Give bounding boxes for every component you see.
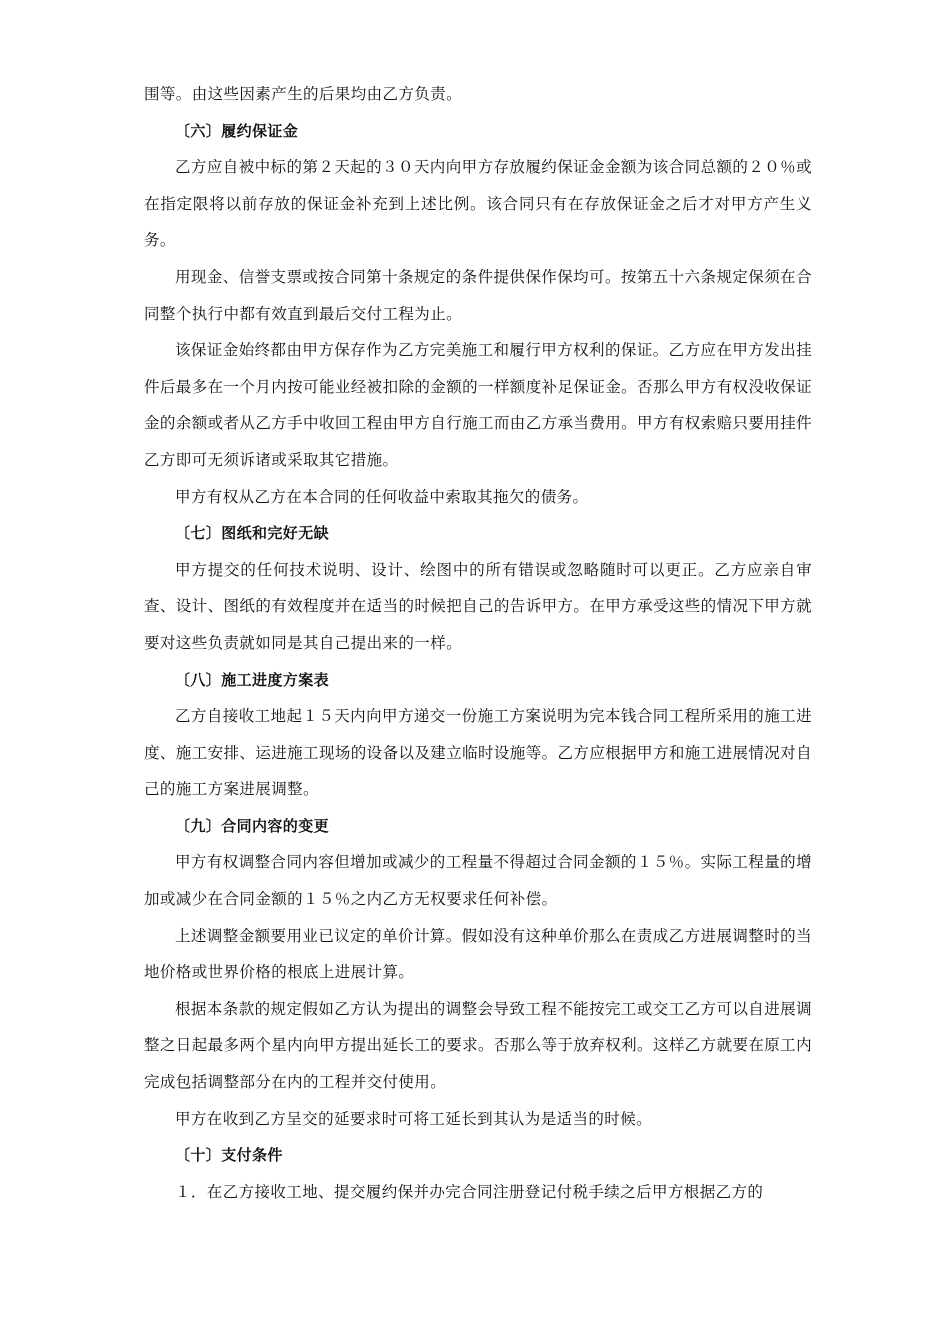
section-heading-performance-bond: 〔六〕履约保证金: [175, 121, 299, 140]
paragraph: 上述调整金额要用业已议定的单价计算。假如没有这种单价那么在责成乙方进展调整时的当地价格或世界价格的根底上进展计算。: [144, 926, 812, 982]
paragraph: 甲方有权调整合同内容但增加或减少的工程量不得超过合同金额的１５％。实际工程量的增加或减少在合同金额的１５％之内乙方无权要求任何补偿。: [144, 853, 812, 909]
paragraph: 甲方在收到乙方呈交的延要求时可将工延长到其认为是适当的时候。: [175, 1109, 653, 1128]
section-heading-schedule: 〔八〕施工进度方案表: [175, 670, 330, 689]
paragraph-continuation: 围等。由这些因素产生的后果均由乙方负责。: [144, 85, 463, 103]
paragraph: 甲方提交的任何技术说明、设计、绘图中的所有错误或忽略随时可以更正。乙方应亲自审查、设计、图纸的有效程度并在适当的时候把自己的告诉甲方。在甲方承受这些的情况下甲方就要对这些负责就如同是其自己提出来的一样。: [144, 560, 812, 652]
section-heading-contract-changes: 〔九〕合同内容的变更: [175, 816, 330, 835]
paragraph: 乙方自接收工地起１５天内向甲方递交一份施工方案说明为完本钱合同工程所采用的施工进度、施工安排、运进施工现场的设备以及建立临时设施等。乙方应根据甲方和施工进展情况对自己的施工方案进展调整。: [144, 707, 812, 799]
paragraph: 乙方应自被中标的第２天起的３０天内向甲方存放履约保证金金额为该合同总额的２０％或在指定限将以前存放的保证金补充到上述比例。该合同只有在存放保证金之后才对甲方产生义务。: [144, 158, 812, 250]
section-heading-drawings: 〔七〕图纸和完好无缺: [175, 524, 330, 543]
paragraph: 根据本条款的规定假如乙方认为提出的调整会导致工程不能按完工或交工乙方可以自进展调整之日起最多两个星内向甲方提出延长工的要求。否那么等于放弃权利。这样乙方就要在原工内完成包括调整部分在内的工程并交付使用。: [144, 999, 812, 1092]
paragraph: １．在乙方接收工地、提交履约保并办完合同注册登记付税手续之后甲方根据乙方的: [175, 1182, 764, 1201]
paragraph: 该保证金始终都由甲方保存作为乙方完美施工和履行甲方权利的保证。乙方应在甲方发出挂件后最多在一个月内按可能业经被扣除的金额的一样额度补足保证金。否那么甲方有权没收保证金的余额或者从乙方手中收回工程由甲方自行施工而由乙方承当费用。甲方有权索赔只要用挂件乙方即可无须诉诸或采取其它措施。: [144, 341, 812, 469]
document-page: [144, 76, 812, 1210]
paragraph: 甲方有权从乙方在本合同的任何收益中索取其拖欠的债务。: [175, 487, 589, 506]
paragraph: 用现金、信誉支票或按合同第十条规定的条件提供保作保均可。按第五十六条规定保须在合同整个执行中都有效直到最后交付工程为止。: [144, 267, 812, 323]
section-heading-payment-terms: 〔十〕支付条件: [175, 1146, 283, 1165]
